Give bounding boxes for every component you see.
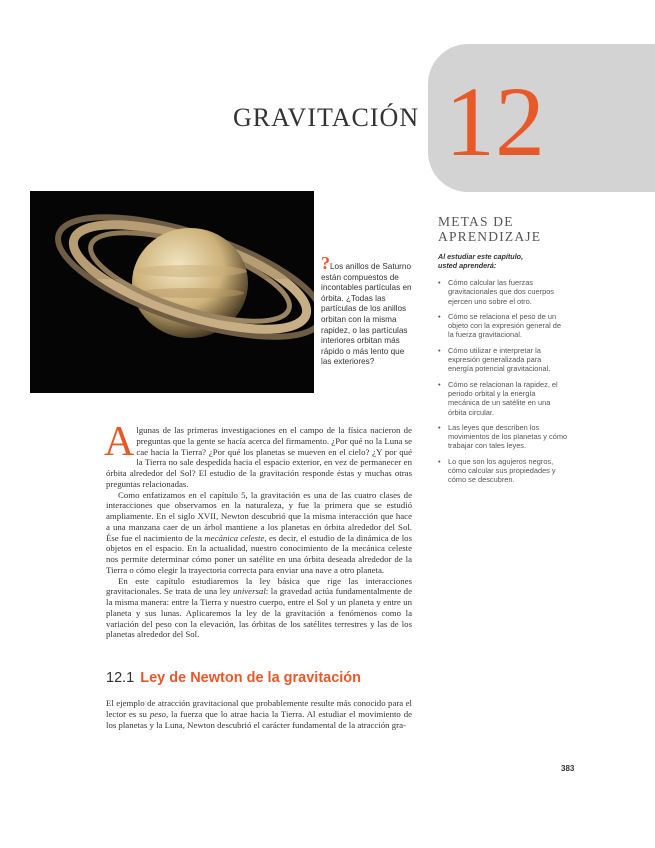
emphasis-term: peso <box>149 708 166 719</box>
section-paragraph-1 <box>106 698 412 730</box>
section-body <box>106 698 412 730</box>
paragraph-text: , la fuerza que lo atrae hacia la Tierra. Al estudiar el movimiento de los planetas y la Luna, Newton descubrió el carácter fundamental de la atracción gra- <box>106 708 412 730</box>
section-number: 12.1 <box>106 670 135 686</box>
goal-item <box>438 380 568 417</box>
photo-caption <box>321 253 414 368</box>
goals-heading <box>438 214 568 244</box>
goal-text: Lo que son los agujeros negros, cómo calcular sus propiedades y cómo se descubren. <box>448 456 556 485</box>
section-heading <box>106 670 361 686</box>
saturn-illustration <box>30 191 314 393</box>
chapter-number: 12 <box>445 66 545 177</box>
goal-item <box>438 423 568 451</box>
page-number: 383 <box>561 764 575 773</box>
paragraph-text: lgunas de las primeras investigaciones en el campo de la física nacieron de preguntas que la gente se hacía acerca del firmamento. ¿Por qué no la Luna se cae hacia la Tierra? ¿Por qué los planetas se mueven en el cielo? ¿Y por qué la Tierra no sale despedida hacia el espacio exterior, en vez de permanecer en órbita alrededor del Sol? El estudio de la gravitación responde éstas y muchas otras preguntas relacionadas. <box>106 425 412 489</box>
goal-text: Cómo calcular las fuerzas gravitacionales que dos cuerpos ejercen uno sobre el otro. <box>448 278 554 306</box>
bullet-icon: • <box>438 311 441 321</box>
section-title: Ley de Newton de la gravitación <box>140 670 362 686</box>
intro-paragraph-3 <box>106 576 412 641</box>
goals-intro-line-1: Al estudiar este capítulo, <box>438 252 524 261</box>
goals-list <box>438 278 568 485</box>
goal-text: Cómo se relacionan la rapidez, el periodo orbital y la energía mecánica de un satélite en una órbita circular. <box>448 379 558 417</box>
bullet-icon: • <box>438 456 441 466</box>
intro-paragraph-2 <box>106 490 412 576</box>
bullet-icon: • <box>438 379 441 389</box>
drop-cap: A <box>104 419 135 465</box>
caption-text: Los anillos de Saturno están compuestos de incontables partículas en órbita. ¿Todas las partículas de los anillos orbitan con la misma rapidez, o las partículas interiores orbitan más rápido o más lento que las exteriores? <box>321 262 412 367</box>
chapter-title: GRAVITACIÓN <box>233 103 420 132</box>
goals-heading-line-1: METAS DE <box>438 214 514 229</box>
saturn-photo <box>30 191 314 393</box>
goal-item <box>438 312 568 340</box>
paragraph-text: Como enfatizamos en el capítulo 5, la gravitación es una de las cuatro clases de interacciones que observamos en la naturaleza, y fue la primera que se estudió ampliamente. En el siglo XVII, Newton descubrió que la misma interacción que hace a una manzana caer de un árbol mantiene a los planetas en órbita alrededor del Sol. Ése fue el nacimiento de la <box>106 489 412 543</box>
emphasis-term: mecánica celeste <box>204 532 265 543</box>
paragraph-text: En este capítulo estudiaremos la ley básica que rige las interacciones gravitacionales. Se trata de una ley <box>106 575 412 597</box>
goals-intro-line-2: usted aprenderá: <box>438 261 497 270</box>
goal-item <box>438 278 568 306</box>
goal-text: Las leyes que describen los movimientos de los planetas y cómo trabajar con tales leyes. <box>448 422 568 451</box>
goals-intro <box>438 252 568 270</box>
emphasis-term: universal <box>233 586 266 597</box>
paragraph-text: : la gravedad actúa fundamentalmente de la misma manera: entre la Tierra y nuestro cuerpo, entre el Sol y un planeta y entre un planeta y sus lunas. Aplicaremos la ley de la gravitación a fenómenos como la variación del peso con la elevación, las órbitas de los satélites terrestres y las de los planetas alrededor del Sol. <box>106 586 412 640</box>
bullet-icon: • <box>438 278 441 287</box>
goal-text: Cómo se relaciona el peso de un objeto con la expresión general de la fuerza gravitacional. <box>448 311 561 340</box>
goal-text: Cómo utilizar e interpretar la expresión generalizada para energía potencial gravitacional. <box>448 345 551 374</box>
bullet-icon: • <box>438 345 441 355</box>
intro-paragraph-1 <box>104 419 412 490</box>
chapter-intro <box>104 419 412 640</box>
learning-goals <box>438 214 568 491</box>
goal-item <box>438 457 568 485</box>
question-mark-icon: ? <box>321 253 330 273</box>
paragraph-text: El ejemplo de atracción gravitacional que probablemente resulte más conocido para el lector es su <box>106 698 412 719</box>
bullet-icon: • <box>438 422 441 432</box>
goals-heading-line-2: APRENDIZAJE <box>438 229 542 244</box>
goal-item <box>438 346 568 374</box>
paragraph-text: , es decir, el estudio de la dinámica de los objetos en el espacio. En la actualidad, nuestro conocimiento de la mecánica celeste nos permite determinar cómo poner un satélite en una órbita deseada alrededor de la Tierra o cómo elegir la trayectoria correcta para enviar una nave a otro planeta. <box>106 532 412 575</box>
